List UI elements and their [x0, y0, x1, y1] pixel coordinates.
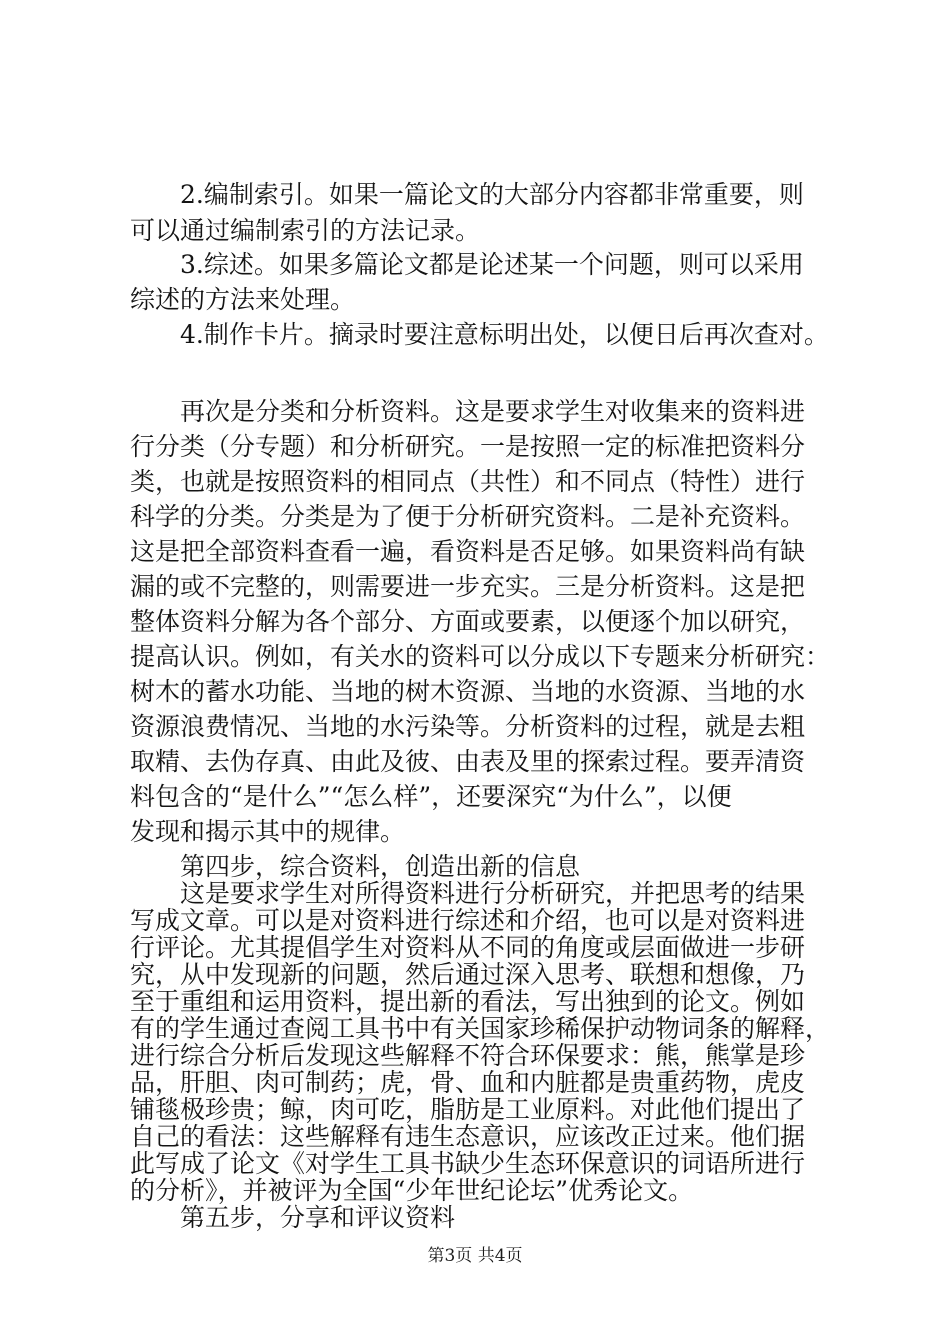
text-line: 自己的看法：这些解释有违生态意识，应该改正过来。他们据 — [130, 1122, 806, 1151]
text-line: 可以通过编制索引的方法记录。 — [130, 216, 481, 245]
text-line: 4.制作卡片。摘录时要注意标明出处，以便日后再次查对。 — [180, 320, 829, 349]
text-line: 漏的或不完整的，则需要进一步充实。三是分析资料。这是把 — [130, 572, 806, 601]
text-line: 这是要求学生对所得资料进行分析研究，并把思考的结果 — [180, 879, 806, 908]
text-line: 究，从中发现新的问题，然后通过深入思考、联想和想像，乃 — [130, 960, 806, 989]
text-line: 综述的方法来处理。 — [130, 285, 356, 314]
text-line: 类，也就是按照资料的相同点（共性）和不同点（特性）进行 — [130, 467, 806, 496]
text-line: 至于重组和运用资料，提出新的看法，写出独到的论文。例如 — [130, 987, 806, 1016]
section-heading: 第五步，分享和评议资料 — [180, 1203, 456, 1232]
text-line: 发现和揭示其中的规律。 — [130, 817, 406, 846]
text-line: 有的学生通过查阅工具书中有关国家珍稀保护动物词条的解释， — [130, 1014, 831, 1043]
text-line: 树木的蓄水功能、当地的树木资源、当地的水资源、当地的水 — [130, 677, 806, 706]
text-line: 品，肝胆、肉可制药；虎，骨、血和内脏都是贵重药物，虎皮 — [130, 1068, 806, 1097]
page-number-footer: 第3页 共4页 — [427, 1246, 523, 1266]
text-line: 3.综述。如果多篇论文都是论述某一个问题，则可以采用 — [180, 250, 804, 279]
text-line: 进行综合分析后发现这些解释不符合环保要求：熊，熊掌是珍 — [130, 1041, 806, 1070]
text-line: 2.编制索引。如果一篇论文的大部分内容都非常重要，则 — [180, 180, 804, 209]
text-line: 行评论。尤其提倡学生对资料从不同的角度或层面做进一步研 — [130, 933, 806, 962]
text-line: 资源浪费情况、当地的水污染等。分析资料的过程，就是去粗 — [130, 712, 806, 741]
text-line: 行分类（分专题）和分析研究。一是按照一定的标准把资料分 — [130, 432, 806, 461]
text-line: 再次是分类和分析资料。这是要求学生对收集来的资料进 — [180, 397, 806, 426]
text-line: 铺毯极珍贵；鲸，肉可吃，脂肪是工业原料。对此他们提出了 — [130, 1095, 806, 1124]
text-line: 此写成了论文《对学生工具书缺少生态环保意识的词语所进行 — [130, 1149, 806, 1178]
text-line: 取精、去伪存真、由此及彼、由表及里的探索过程。要弄清资 — [130, 747, 806, 776]
text-line: 整体资料分解为各个部分、方面或要素，以便逐个加以研究， — [130, 607, 806, 636]
section-heading: 第四步，综合资料，创造出新的信息 — [180, 852, 581, 881]
text-line: 的分析》，并被评为全国“少年世纪论坛”优秀论文。 — [130, 1176, 694, 1205]
text-line: 料包含的“是什么”“怎么样”，还要深究“为什么”，以便 — [130, 782, 732, 811]
text-line: 写成文章。可以是对资料进行综述和介绍，也可以是对资料进 — [130, 906, 806, 935]
text-line: 提高认识。例如，有关水的资料可以分成以下专题来分析研究： — [130, 642, 831, 671]
text-line: 这是把全部资料查看一遍，看资料是否足够。如果资料尚有缺 — [130, 537, 806, 566]
text-line: 科学的分类。分类是为了便于分析研究资料。二是补充资料。 — [130, 502, 806, 531]
